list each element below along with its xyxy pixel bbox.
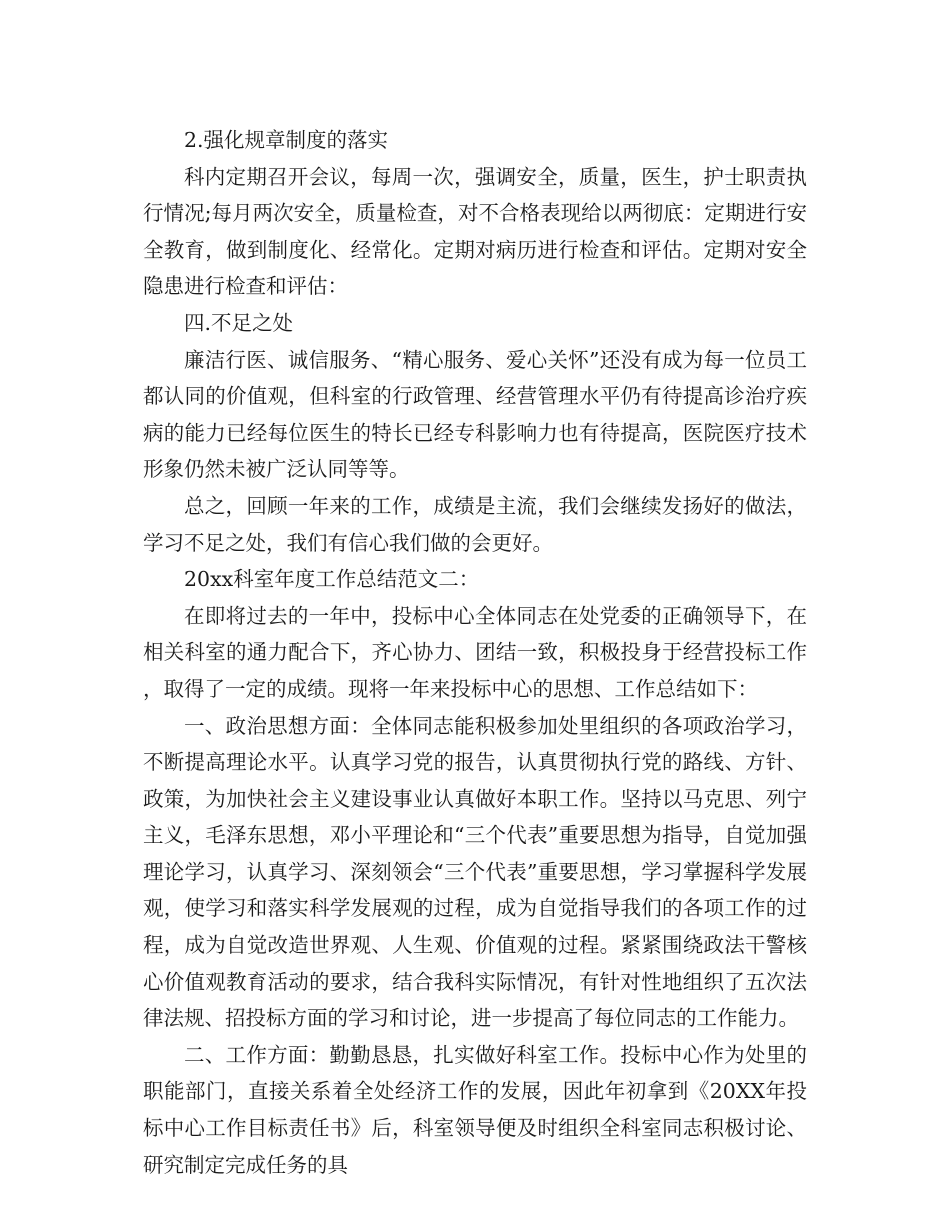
section-heading: 2.强化规章制度的落实	[184, 128, 389, 152]
section-heading: 四.不足之处	[184, 310, 294, 335]
document-body	[143, 122, 807, 1183]
paragraph: 二、工作方面：勤勤恳恳，扎实做好科室工作。投标中心作为处里的职能部门，直接关系着全处经济工作的发展，因此年初拿到《20XX年投标中心工作目标责任书》后，科室领导便及时组织全科室同志积极讨论、研究制定完成任务的具	[143, 1042, 807, 1177]
paragraph: 科内定期召开会议，每周一次，强调安全，质量，医生，护士职责执行情况;每月两次安全，质量检查，对不合格表现给以两彻底：定期进行安全教育，做到制度化、经常化。定期对病历进行检查和评估。定期对安全隐患进行检查和评估：	[143, 164, 807, 299]
paragraph: 在即将过去的一年中，投标中心全体同志在处党委的正确领导下，在相关科室的通力配合下，齐心协力、团结一致，积极投身于经营投标工作，取得了一定的成绩。现将一年来投标中心的思想、工作总结如下：	[143, 603, 807, 701]
paragraph: 廉洁行医、诚信服务、“精心服务、爱心关怀”还没有成为每一位员工都认同的价值观，但科室的行政管理、经营管理水平仍有待提高诊治疗疾病的能力已经每位医生的特长已经专科影响力也有待提高，医院医疗技术形象仍然未被广泛认同等等。	[143, 347, 807, 482]
section-heading: 20xx科室年度工作总结范文二：	[184, 567, 480, 592]
paragraph: 一、政治思想方面：全体同志能积极参加处里组织的各项政治学习，不断提高理论水平。认真学习党的报告，认真贯彻执行党的路线、方针、政策，为加快社会主义建设事业认真做好本职工作。坚持以马克思、列宁主义，毛泽东思想，邓小平理论和“三个代表”重要思想为指导，自觉加强理论学习，认真学习、深刻领会“三个代表”重要思想，学习掌握科学发展观，使学习和落实科学发展观的过程，成为自觉指导我们的各项工作的过程，成为自觉改造世界观、人生观、价值观的过程。紧紧围绕政法干警核心价值观教育活动的要求，结合我科实际情况，有针对性地组织了五次法律法规、招投标方面的学习和讨论，进一步提高了每位同志的工作能力。	[143, 713, 807, 1031]
paragraph: 总之，回顾一年来的工作，成绩是主流，我们会继续发扬好的做法，学习不足之处，我们有信心我们做的会更好。	[143, 493, 807, 555]
